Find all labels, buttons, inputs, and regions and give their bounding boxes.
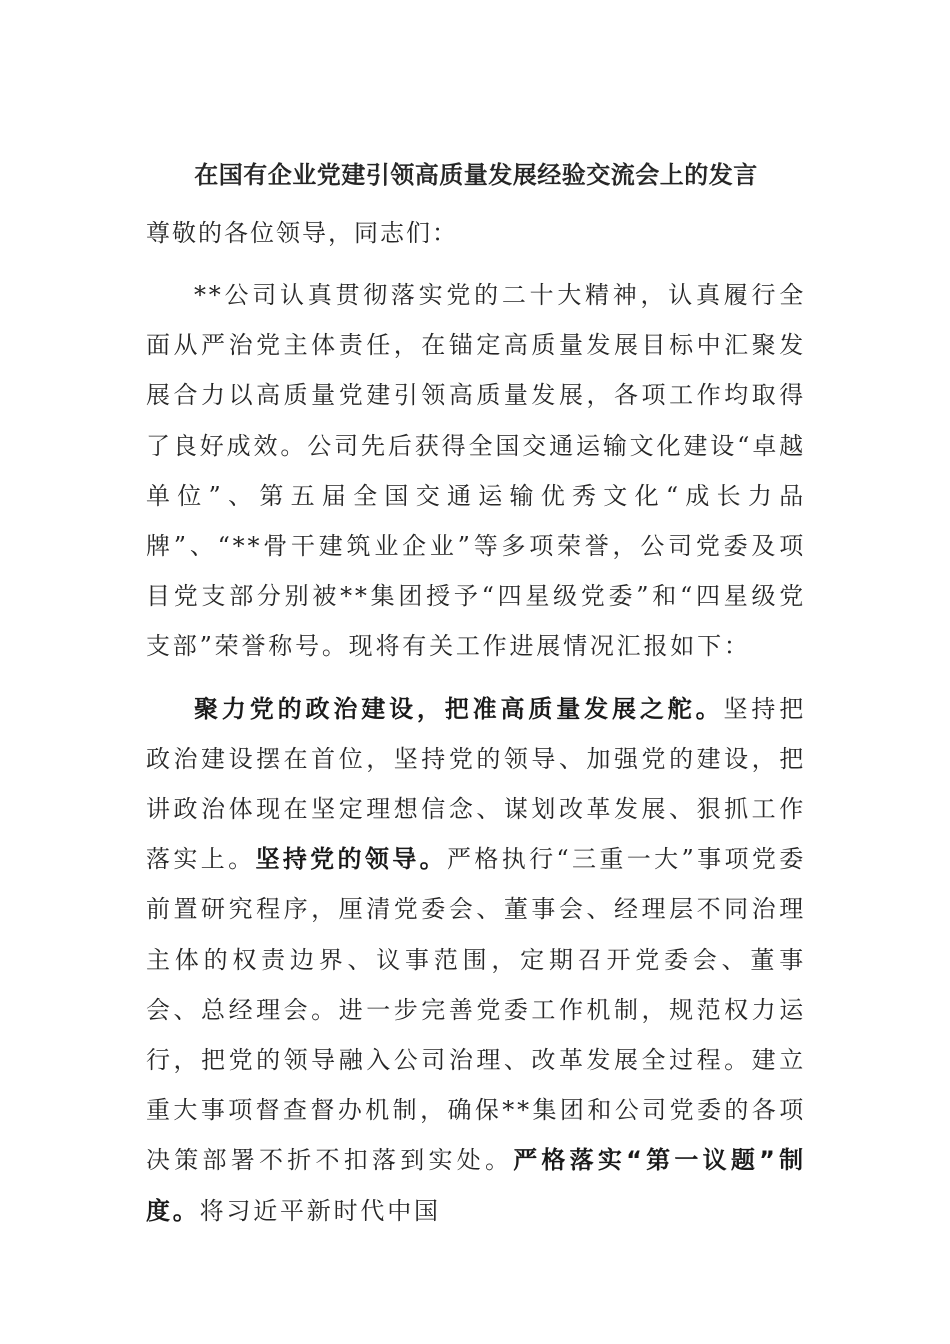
section-1-text: 坚持把政治建设摆在首位，坚持党的领导、加强党的建设，把讲政治体现在坚定理想信念、谋划改革发展、狠抓工作落实上。 (146, 694, 807, 874)
subsection-2-heading: 严格落实“第一议题”制度。 (146, 1146, 806, 1225)
salutation: 尊敬的各位领导，同志们： (146, 219, 458, 247)
subsection-1-heading: 坚持党的领导。 (255, 845, 447, 874)
document-title: 在国有企业党建引领高质量发展经验交流会上的发言 (194, 161, 758, 189)
subsection-1-text: 严格执行“三重一大”事项党委前置研究程序，厘清党委会、董事会、经理层不同治理主体的权责边界、议事范围，定期召开党委会、董事会、总经理会。进一步完善党委工作机制，规范权力运行，把党的领导融入公司治理、改革发展全过程。建立重大事项督查督办机制，确保**集团和公司党委的各项决策部署不折不扣落到实处。 (146, 845, 807, 1175)
document-page (146, 150, 806, 1236)
section-1-paragraph (146, 684, 806, 1236)
subsection-2-text: 将习近平新时代中国 (199, 1196, 441, 1225)
section-1-heading: 聚力党的政治建设，把准高质量发展之舵。 (194, 694, 724, 723)
intro-paragraph: **公司认真贯彻落实党的二十大精神，认真履行全面从严治党主体责任，在锚定高质量发展目标中汇聚发展合力以高质量党建引领高质量发展，各项工作均取得了良好成效。公司先后获得全国交通运输文化建设“卓越单位”、第五届全国交通运输优秀文化“成长力品牌”、“**骨干建筑业企业”等多项荣誉，公司党委及项目党支部分别被**集团授予“四星级党委”和“四星级党支部”荣誉称号。现将有关工作进展情况汇报如下： (146, 281, 806, 661)
